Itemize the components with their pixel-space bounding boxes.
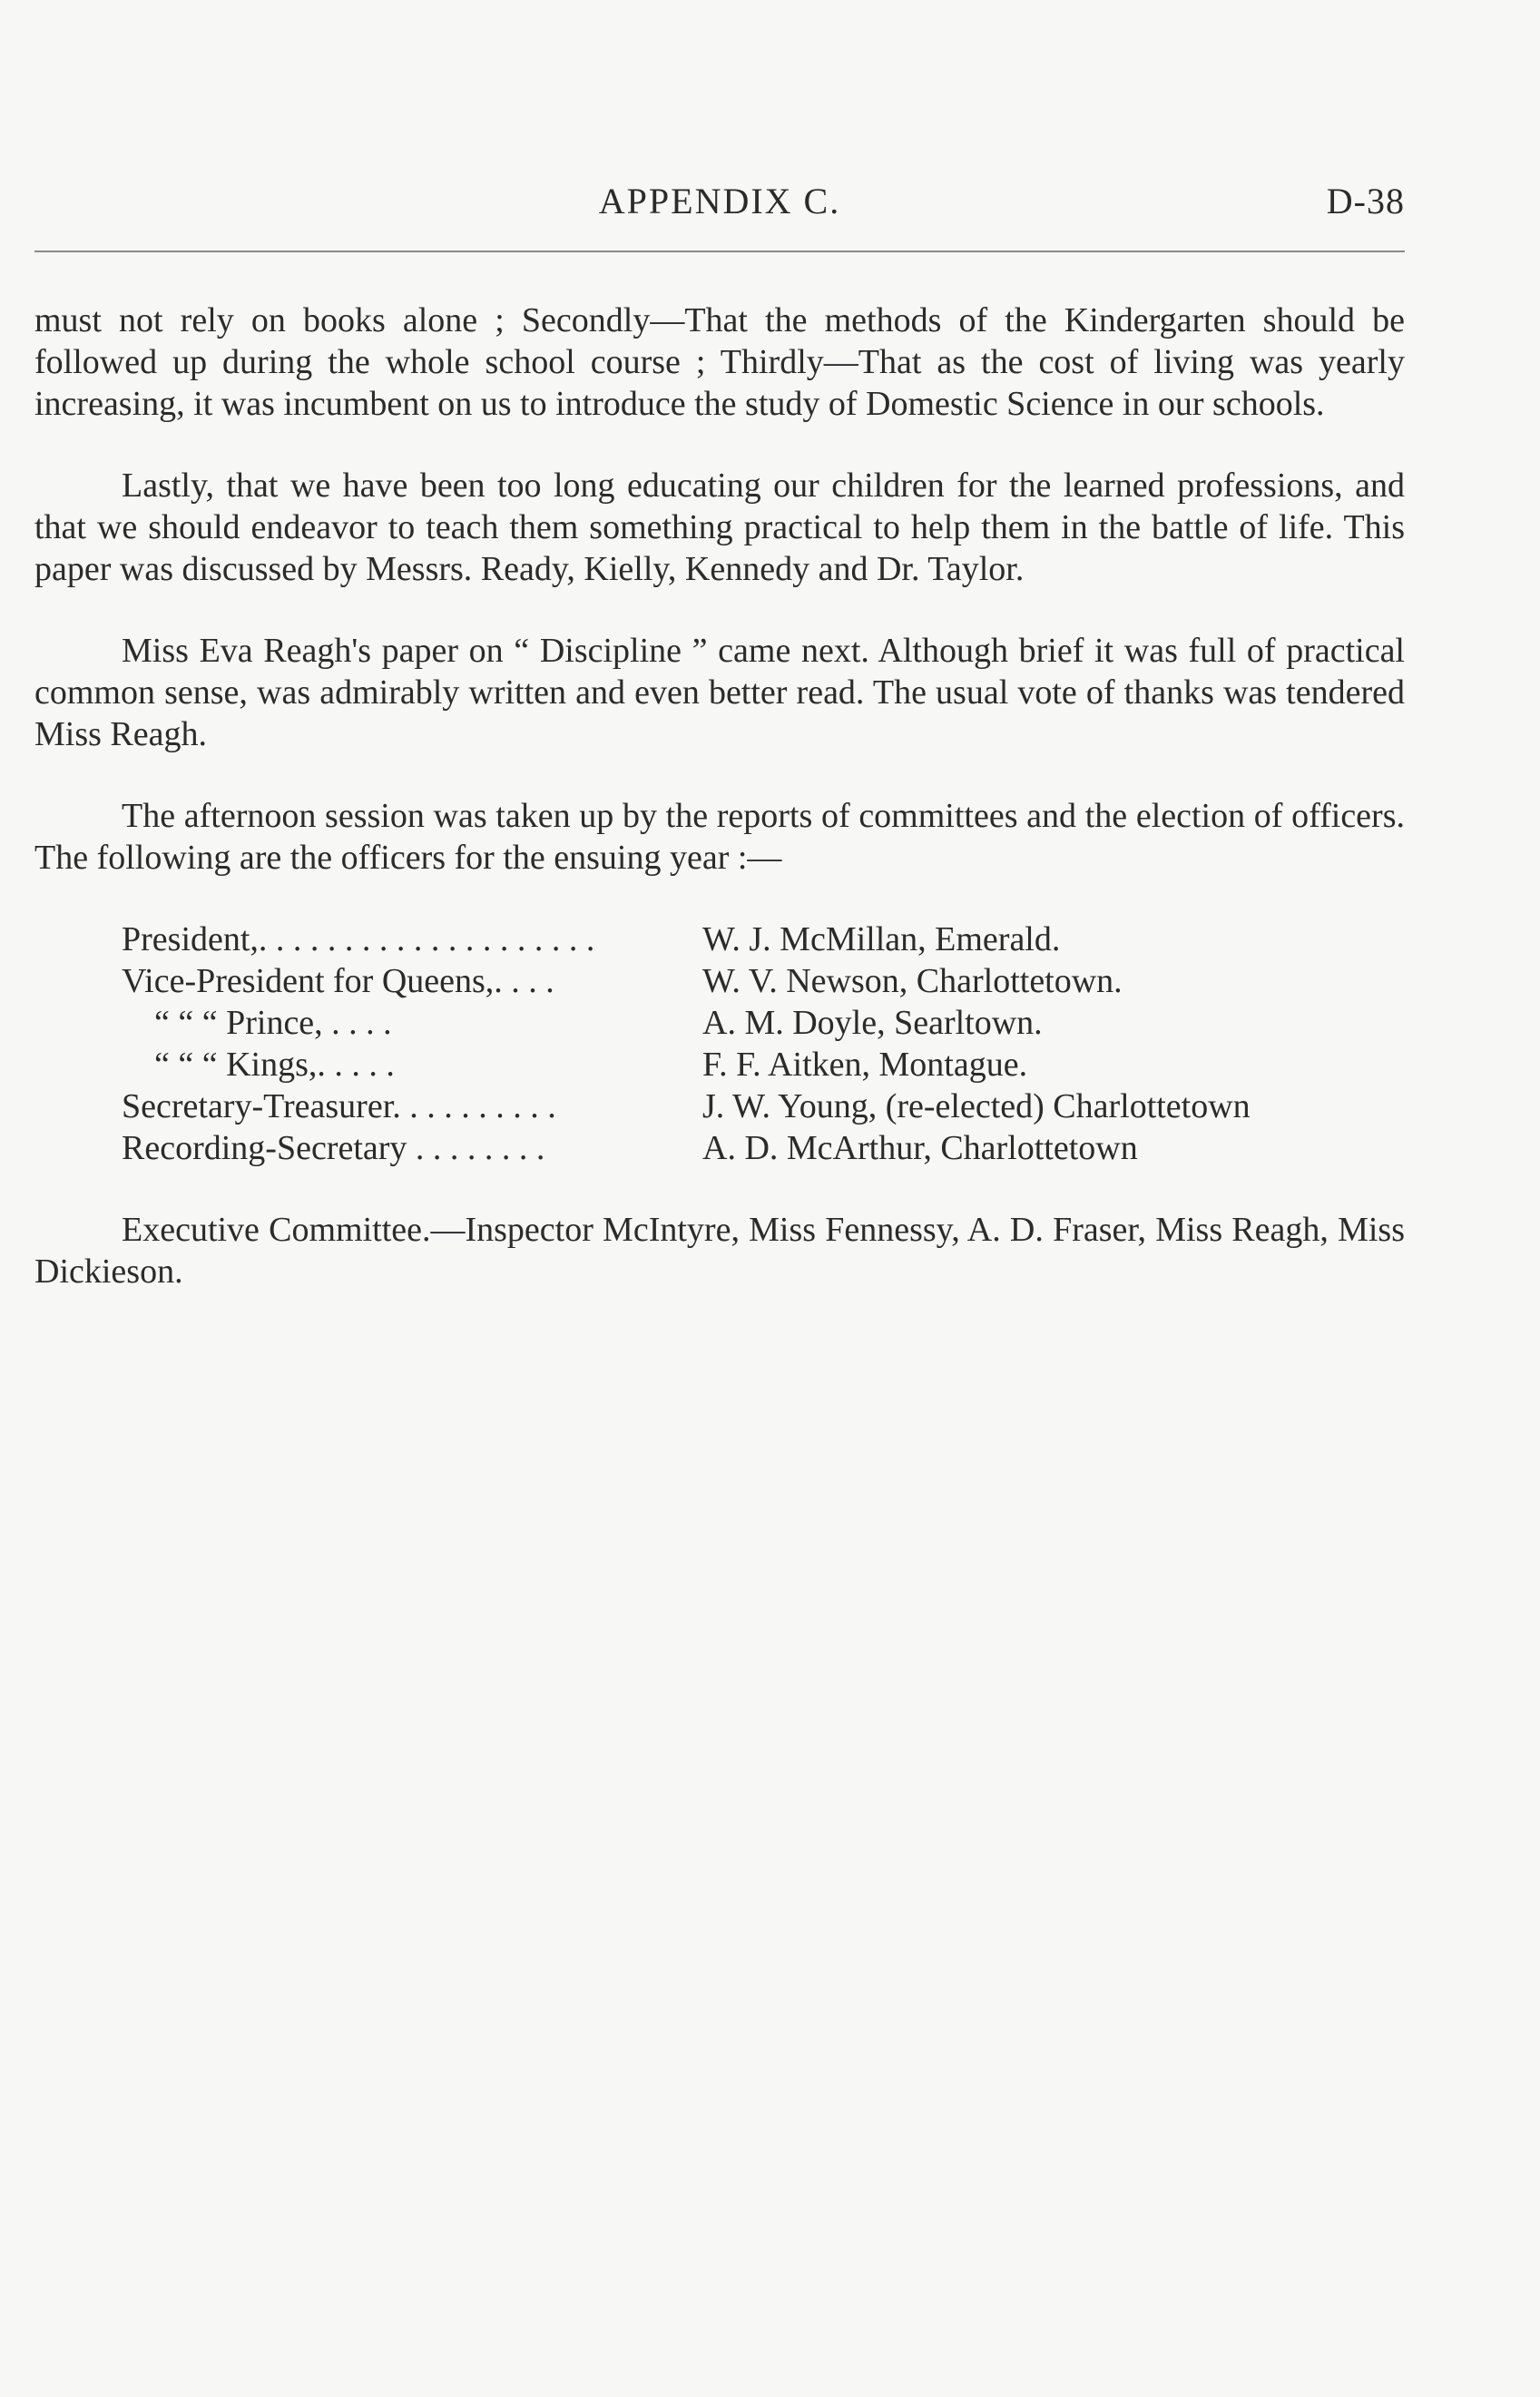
- officer-row-vp-queens: [122, 960, 1405, 1002]
- paragraph-2: Lastly, that we have been too long educating our children for the learned professions, and that we should endeavor to teach them something practical to help them in the battle of life. This paper was discussed by Messrs. Ready, Kielly, Kennedy and Dr. Taylor.: [34, 467, 1405, 588]
- officer-name: J. W. Young, (re-elected) Charlottetown: [702, 1087, 1251, 1125]
- officer-row-vp-prince: [122, 1002, 1405, 1044]
- officer-role: “ “ “ Prince, . . . .: [154, 1004, 392, 1042]
- page-header: [34, 180, 1405, 234]
- body-text: [34, 300, 1405, 1332]
- officer-role: Secretary-Treasurer. . . . . . . . . .: [122, 1087, 556, 1125]
- executive-committee: Executive Committee.—Inspector McIntyre, Miss Fennessy, A. D. Fraser, Miss Reagh, Miss Dickieson.: [34, 1211, 1405, 1291]
- document-page: [34, 0, 1405, 2397]
- page-title: APPENDIX C.: [598, 181, 841, 221]
- officers-list: [34, 919, 1405, 1169]
- officer-name: A. M. Doyle, Searltown.: [702, 1004, 1043, 1042]
- officer-name: W. V. Newson, Charlottetown.: [702, 962, 1123, 1000]
- officer-name: W. J. McMillan, Emerald.: [702, 920, 1061, 958]
- paragraph-3: Miss Eva Reagh's paper on “ Discipline ” came next. Although brief it was full of practical common sense, was admirably written and even better read. The usual vote of thanks was tendered Miss Reagh.: [34, 632, 1405, 753]
- officer-row-vp-kings: [122, 1044, 1405, 1086]
- paragraph-1: must not rely on books alone ; Secondly—That the methods of the Kindergarten should be followed up during the whole school course ; Thirdly—That as the cost of living was yearly increasing, it was incumbent on us to introduce the study of Domestic Science in our schools.: [34, 301, 1405, 423]
- officer-name: F. F. Aitken, Montague.: [702, 1046, 1028, 1084]
- paragraph-4: The afternoon session was taken up by the reports of committees and the election of officers. The following are the officers for the ensuing year :—: [34, 797, 1405, 877]
- officer-row-president: [122, 919, 1405, 960]
- officer-role: Vice-President for Queens,. . . .: [122, 962, 554, 1000]
- officer-row-secretary-treasurer: [122, 1086, 1405, 1127]
- officer-role: “ “ “ Kings,. . . . .: [154, 1046, 395, 1084]
- officer-role: Recording-Secretary . . . . . . . .: [122, 1129, 545, 1167]
- officer-role: President,. . . . . . . . . . . . . . . . . . . .: [122, 920, 595, 958]
- officer-row-recording-secretary: [122, 1127, 1405, 1169]
- page-number: D-38: [1326, 181, 1405, 221]
- officer-name: A. D. McArthur, Charlottetown: [702, 1129, 1138, 1167]
- header-rule: [34, 251, 1405, 252]
